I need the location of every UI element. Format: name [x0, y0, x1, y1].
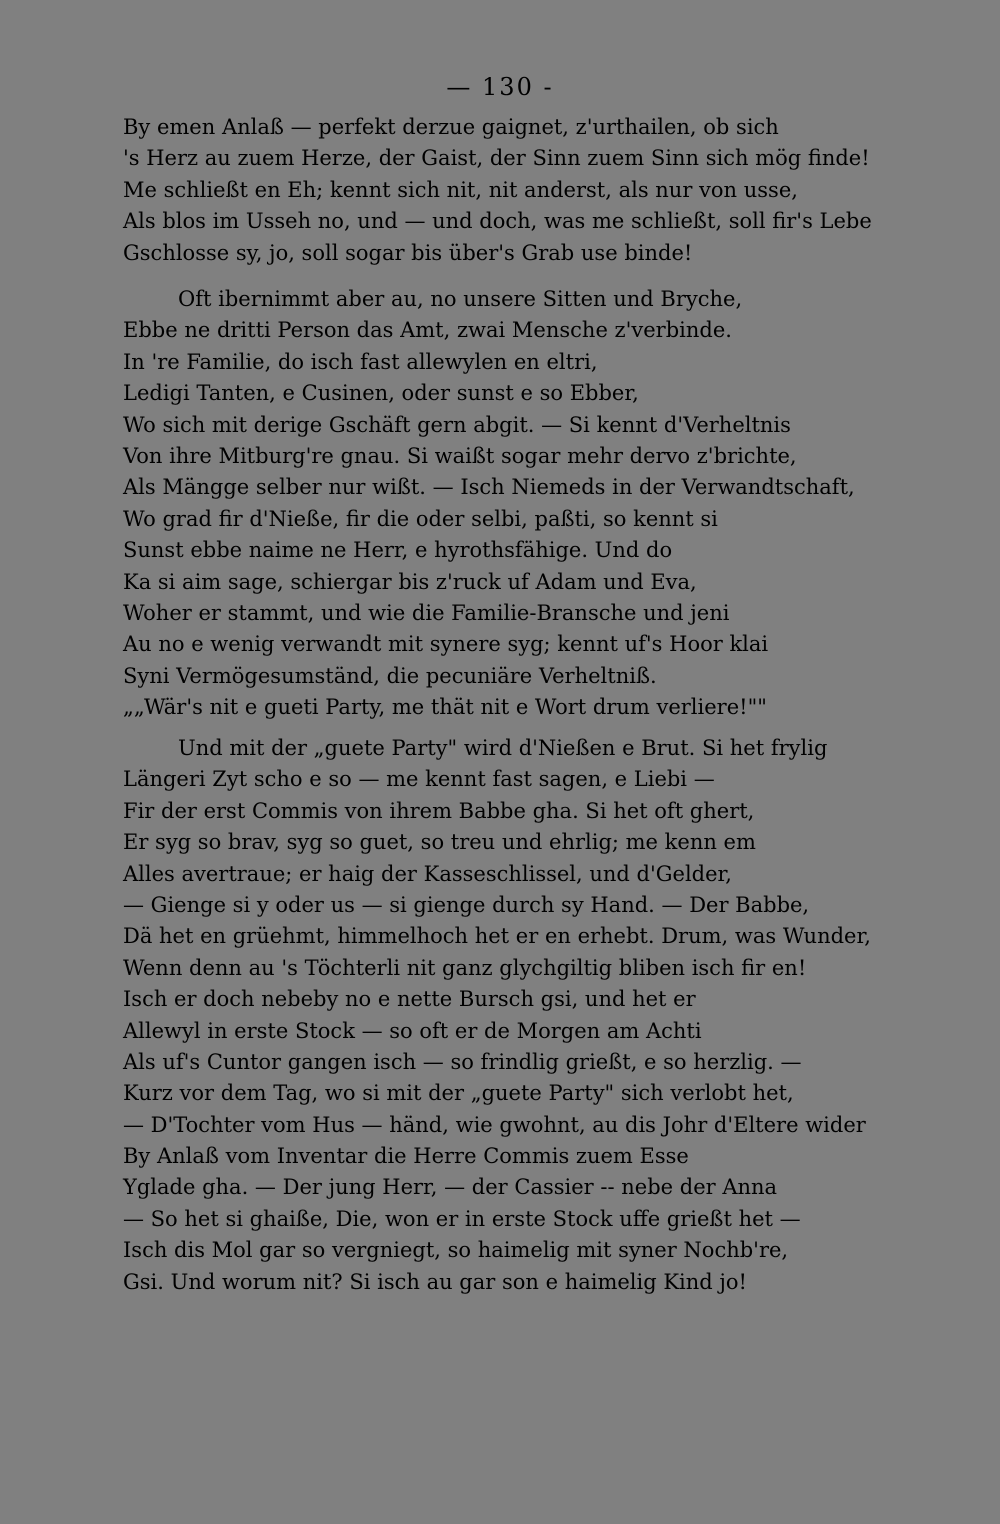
verse-line: Wenn denn au 's Töchterli nit ganz glychgiltig bliben isch fir en!: [123, 955, 807, 980]
verse-line: By Anlaß vom Inventar die Herre Commis zuem Esse: [123, 1144, 689, 1169]
verse-line: In 're Familie, do isch fast allewylen en eltri,: [123, 349, 598, 374]
verse-line: Als uf's Cuntor gangen isch — so frindlig grießt, e so herzlig. —: [123, 1049, 802, 1074]
verse-line: Me schließt en Eh; kennt sich nit, nit anderst, als nur von usse,: [123, 177, 798, 202]
verse-line: Woher er stammt, und wie die Familie-Bransche und jeni: [123, 600, 730, 625]
verse-line: Wo sich mit derige Gschäft gern abgit. — Si kennt d'Verheltnis: [123, 412, 791, 437]
verse-line: — Gienge si y oder us — si gienge durch sy Hand. — Der Babbe,: [123, 892, 810, 917]
verse-line: Und mit der „guete Party" wird d'Nießen e Brut. Si het frylig: [178, 736, 828, 760]
verse-line: Als Mängge selber nur wißt. — Isch Niemeds in der Verwandtschaft,: [123, 475, 855, 500]
verse-line: Ygladе gha. — Der jung Herr, — der Cassier -- nebe der Anna: [123, 1175, 778, 1200]
verse-line: Au no e wenig verwandt mit synere syg; kennt uf's Hoor klai: [123, 632, 769, 657]
verse-line: Wo grad fir d'Nieße, fir die oder selbi, paßti, so kennt si: [123, 506, 718, 531]
verse-line: Alles avertraue; er haig der Kasseschlissel, und d'Gelder,: [123, 861, 732, 886]
verse-line: Ledigi Tanten, e Cusinen, oder sunst e so Ebber,: [123, 381, 639, 406]
verse-line: Gschlosse sy, jo, soll sogar bis über's Grab use binde!: [123, 240, 693, 265]
verse-line: — D'Tochter vom Hus — händ, wie gwohnt, au dis Johr d'Eltere wider: [123, 1112, 866, 1137]
stanza: [123, 733, 938, 1298]
verse-line: Allewyl in erste Stock — so oft er de Morgen am Achti: [123, 1018, 702, 1043]
verse-line: Oft ibernimmt aber au, no unsere Sitten und Bryche,: [178, 287, 743, 311]
verse-line: 's Herz au zuem Herze, der Gaist, der Sinn zuem Sinn sich mög finde!: [123, 146, 870, 171]
verse-line: By emen Anlaß — perfekt derzue gaignet, z'urthailen, ob sich: [123, 115, 779, 139]
verse-line: — So het si ghaiße, Die, won er in erste Stock uffe grießt het —: [123, 1206, 801, 1231]
verse-line: Fir der erst Commis von ihrem Babbe gha. Si het oft ghert,: [123, 798, 755, 823]
verse-line: Längeri Zyt scho e so — me kennt fast sagen, e Liebi —: [123, 767, 715, 792]
verse-line: Ka si aim sage, schiergar bis z'ruck uf Adam und Eva,: [123, 569, 697, 594]
verse-line: Syni Vermögesumständ, die pecuniäre Verheltniß.: [123, 663, 657, 688]
verse-line: „„Wär's nit e gueti Party, me thät nit e Wort drum verliere!"": [123, 695, 767, 720]
verse-line: Sunst ebbe naime ne Herr, e hyrothsfähige. Und do: [123, 538, 673, 563]
verse-line: Ebbe ne dritti Person das Amt, zwai Mensche z'verbinde.: [123, 318, 732, 343]
page-number: — 130 -: [446, 73, 554, 101]
verse-line: Dä het en grüehmt, himmelhoch het er en erhebt. Drum, was Wunder,: [123, 924, 871, 949]
verse-line: Gsi. Und worum nit? Si isch au gar son e haimelig Kind jo!: [123, 1269, 747, 1294]
verse-line: Kurz vor dem Tag, wo si mit der „guete Party" sich verlobt het,: [123, 1081, 794, 1106]
verse-line: Er syg so brav, syg so guet, so treu und ehrlig; me kenn em: [123, 830, 756, 855]
verse-line: Als blos im Usseh no, und — und doch, was me schließt, soll fir's Lebe: [123, 209, 872, 234]
verse-line: Isch er doch nebeby no e nette Bursch gsi, und het er: [123, 987, 696, 1012]
verse-line: Isch dis Mol gar so vergniegt, so haimelig mit syner Nochb're,: [123, 1238, 789, 1263]
stanza: [123, 112, 938, 269]
stanza: [123, 284, 938, 723]
verse-line: Von ihre Mitburg're gnau. Si waißt sogar mehr dervo z'brichte,: [123, 443, 797, 468]
